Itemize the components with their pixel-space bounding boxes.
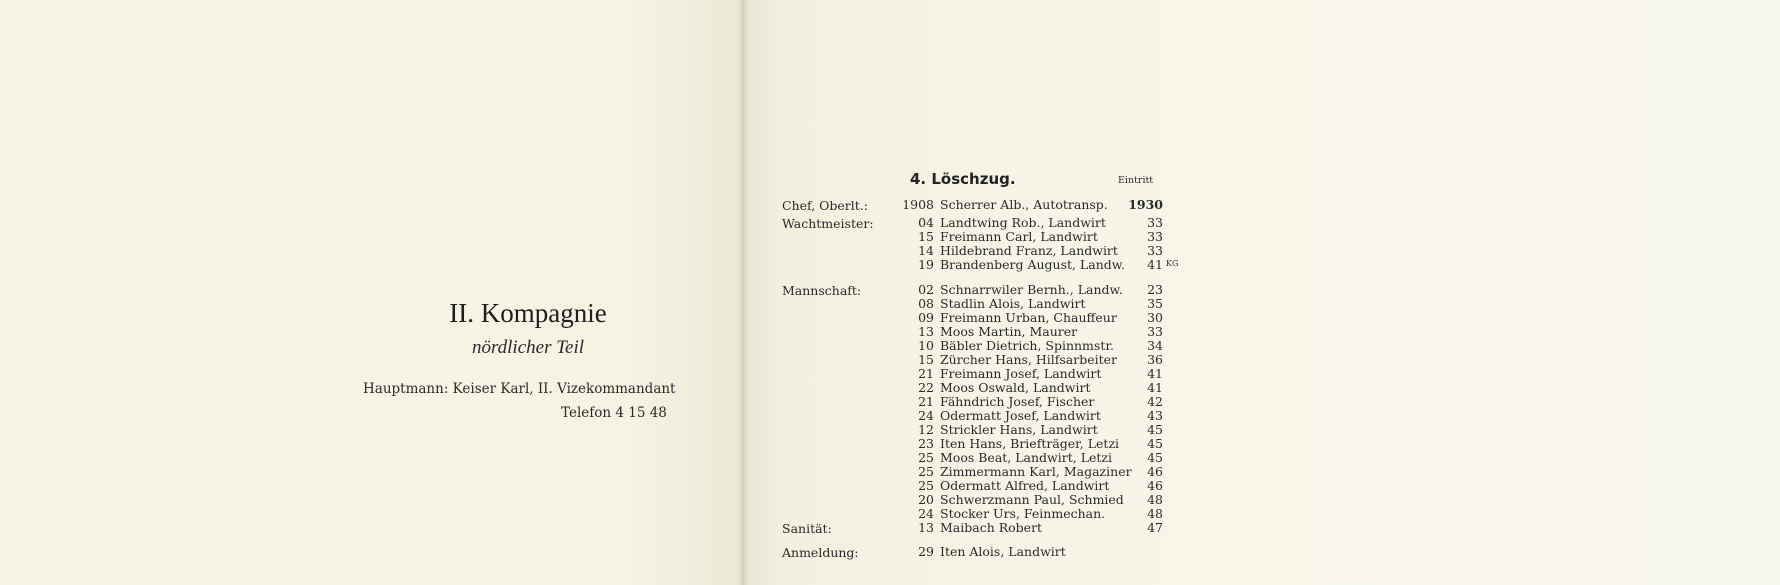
- company-title: II. Kompagnie: [449, 298, 607, 328]
- birth-year: 13: [918, 324, 934, 339]
- captain-line: Hauptmann: Keiser Karl, II. Vizekommandant: [363, 381, 676, 397]
- member-name: Iten Alois, Landwirt: [940, 544, 1066, 559]
- member-name: Freimann Josef, Landwirt: [940, 366, 1102, 381]
- birth-year: 12: [918, 422, 934, 437]
- member-name: Hildebrand Franz, Landwirt: [940, 243, 1118, 258]
- group-label-anmeldung: Anmeldung:: [782, 545, 859, 560]
- roster-row: [0, 381, 1780, 395]
- entry-year: 35: [1147, 296, 1163, 311]
- roster-row: [0, 367, 1780, 381]
- birth-year: 22: [918, 380, 934, 395]
- roster-row: [0, 258, 1780, 272]
- roster-row: [0, 325, 1780, 339]
- member-name: Freimann Carl, Landwirt: [940, 229, 1098, 244]
- roster-row: [0, 198, 1780, 212]
- roster-row: [0, 230, 1780, 244]
- roster-row: [0, 283, 1780, 297]
- entry-year: 45: [1147, 422, 1163, 437]
- birth-year: 21: [918, 394, 934, 409]
- roster-row: [0, 521, 1780, 535]
- roster-row: [0, 244, 1780, 258]
- group-label-mannschaft: Mannschaft:: [782, 283, 862, 298]
- roster-row: [0, 423, 1780, 437]
- birth-year: 19: [918, 257, 934, 272]
- group-label-wachtmeister: Wachtmeister:: [782, 216, 874, 231]
- entry-year: 46: [1147, 478, 1163, 493]
- entry-year: 48: [1147, 506, 1163, 521]
- birth-year: 21: [918, 366, 934, 381]
- roster-row: [0, 507, 1780, 521]
- entry-year: 33: [1147, 243, 1163, 258]
- birth-year: 02: [918, 282, 934, 297]
- member-name: Stocker Urs, Feinmechan.: [940, 506, 1106, 521]
- group-label-chef: Chef, Oberlt.:: [782, 198, 868, 213]
- birth-year: 23: [918, 436, 934, 451]
- member-name: Odermatt Josef, Landwirt: [940, 408, 1101, 423]
- member-name: Bäbler Dietrich, Spinnmstr.: [940, 338, 1114, 353]
- member-name: Brandenberg August, Landw.: [940, 257, 1125, 272]
- member-name: Schwerzmann Paul, Schmied: [940, 492, 1124, 507]
- entry-year: 36: [1147, 352, 1163, 367]
- entry-year: 48: [1147, 492, 1163, 507]
- company-subtitle: nördlicher Teil: [471, 337, 585, 358]
- entry-year: 43: [1147, 408, 1163, 423]
- member-name: Strickler Hans, Landwirt: [940, 422, 1098, 437]
- group-label-sanitaet: Sanität:: [782, 521, 832, 536]
- roster-row: [0, 216, 1780, 230]
- member-name: Maibach Robert: [940, 520, 1043, 535]
- entry-year: 1930: [1128, 197, 1163, 212]
- eintritt-column-header: Eintritt: [1118, 175, 1154, 186]
- roster-row: [0, 353, 1780, 367]
- member-name: Moos Beat, Landwirt, Letzi: [940, 450, 1112, 465]
- member-name: Scherrer Alb., Autotransp.: [940, 197, 1108, 212]
- member-name: Schnarrwiler Bernh., Landw.: [940, 282, 1123, 297]
- member-name: Moos Martin, Maurer: [940, 324, 1078, 339]
- birth-year: 25: [918, 478, 934, 493]
- birth-year: 1908: [902, 197, 934, 212]
- roster-row: [0, 479, 1780, 493]
- birth-year: 24: [918, 408, 934, 423]
- entry-year: 23: [1147, 282, 1163, 297]
- roster-row: [0, 311, 1780, 325]
- roster-row: [0, 465, 1780, 479]
- entry-year: 45: [1147, 450, 1163, 465]
- birth-year: 24: [918, 506, 934, 521]
- birth-year: 09: [918, 310, 934, 325]
- entry-year: 33: [1147, 324, 1163, 339]
- entry-year: 41: [1147, 380, 1163, 395]
- entry-year: 42: [1147, 394, 1163, 409]
- birth-year: 15: [918, 352, 934, 367]
- member-name: Moos Oswald, Landwirt: [940, 380, 1091, 395]
- role-tag: KG: [1166, 259, 1179, 268]
- entry-year: 33: [1147, 215, 1163, 230]
- phone-line: Telefon 4 15 48: [561, 405, 667, 421]
- birth-year: 25: [918, 464, 934, 479]
- roster-row: [0, 395, 1780, 409]
- entry-year: 30: [1147, 310, 1163, 325]
- entry-year: 33: [1147, 229, 1163, 244]
- birth-year: 04: [918, 215, 934, 230]
- member-name: Odermatt Alfred, Landwirt: [940, 478, 1110, 493]
- entry-year: 41: [1147, 366, 1163, 381]
- birth-year: 15: [918, 229, 934, 244]
- roster-row: [0, 545, 1780, 559]
- birth-year: 20: [918, 492, 934, 507]
- roster-row: [0, 339, 1780, 353]
- member-name: Freimann Urban, Chauffeur: [940, 310, 1117, 325]
- member-name: Zürcher Hans, Hilfsarbeiter: [940, 352, 1118, 367]
- member-name: Stadlin Alois, Landwirt: [940, 296, 1086, 311]
- zug-title: 4. Löschzug.: [910, 170, 1016, 188]
- member-name: Fähndrich Josef, Fischer: [940, 394, 1095, 409]
- birth-year: 29: [918, 544, 934, 559]
- birth-year: 25: [918, 450, 934, 465]
- birth-year: 08: [918, 296, 934, 311]
- roster-row: [0, 437, 1780, 451]
- member-name: Iten Hans, Briefträger, Letzi: [940, 436, 1120, 451]
- birth-year: 13: [918, 520, 934, 535]
- member-name: Zimmermann Karl, Magaziner: [940, 464, 1132, 479]
- entry-year: 34: [1147, 338, 1163, 353]
- entry-year: 46: [1147, 464, 1163, 479]
- entry-year: 47: [1147, 520, 1163, 535]
- birth-year: 10: [918, 338, 934, 353]
- entry-year: 45: [1147, 436, 1163, 451]
- roster-row: [0, 297, 1780, 311]
- roster-row: [0, 451, 1780, 465]
- roster-row: [0, 409, 1780, 423]
- member-name: Landtwing Rob., Landwirt: [940, 215, 1106, 230]
- birth-year: 14: [918, 243, 934, 258]
- roster-row: [0, 493, 1780, 507]
- entry-year: 41: [1147, 257, 1163, 272]
